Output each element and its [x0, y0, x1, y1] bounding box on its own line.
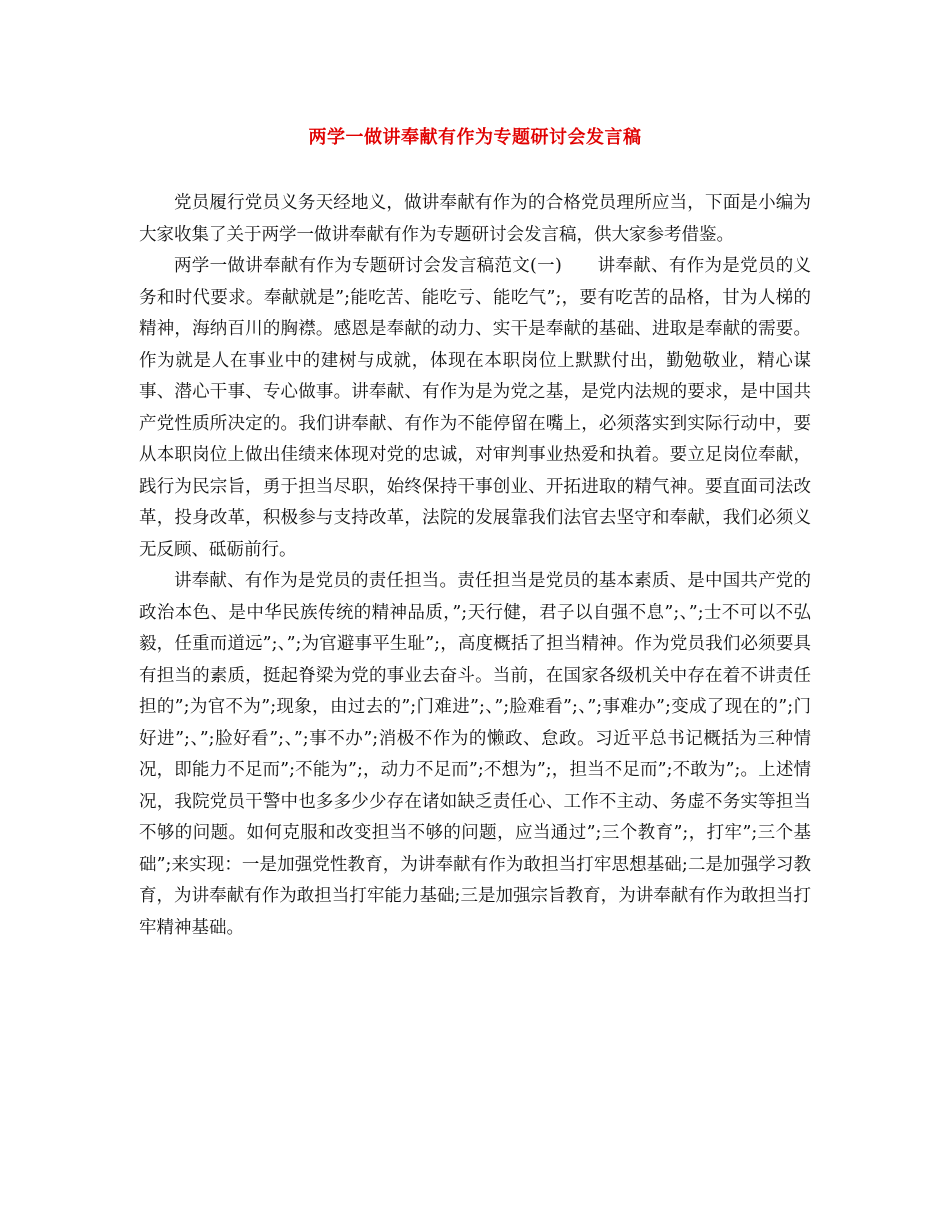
document-body — [139, 188, 811, 944]
document-title: 两学一做讲奉献有作为专题研讨会发言稿 — [308, 127, 642, 148]
paragraph-dedication: 两学一做讲奉献有作为专题研讨会发言稿范文(一) 讲奉献、有作为是党员的义务和时代要求。奉献就是”;能吃苦、能吃亏、能吃气”;，要有吃苦的品格，甘为人梯的精神，海纳百川的胸襟。感恩是奉献的动力、实干是奉献的基础、进取是奉献的需要。作为就是人在事业中的建树与成就，体现在本职岗位上默默付出，勤勉敬业，精心谋事、潜心干事、专心做事。讲奉献、有作为是为党之基，是党内法规的要求，是中国共产党性质所决定的。我们讲奉献、有作为不能停留在嘴上，必须落实到实际行动中，要从本职岗位上做出佳绩来体现对党的忠诚，对审判事业热爱和执着。要立足岗位奉献，践行为民宗旨，勇于担当尽职，始终保持干事创业、开拓进取的精气神。要直面司法改革，投身改革，积极参与支持改革，法院的发展靠我们法官去坚守和奉献，我们必须义无反顾、砥砺前行。 — [139, 256, 811, 560]
paragraph-intro: 党员履行党员义务天经地义，做讲奉献有作为的合格党员理所应当，下面是小编为大家收集了关于两学一做讲奉献有作为专题研讨会发言稿，供大家参考借鉴。 — [139, 193, 811, 245]
paragraph-responsibility: 讲奉献、有作为是党员的责任担当。责任担当是党员的基本素质、是中国共产党的政治本色、是中华民族传统的精神品质，”;天行健，君子以自强不息”;、”;士不可以不弘毅，任重而道远”;、”;为官避事平生耻”;，高度概括了担当精神。作为党员我们必须要具有担当的素质，挺起脊梁为党的事业去奋斗。当前，在国家各级机关中存在着不讲责任担的”;为官不为”;现象，由过去的”;门难进”;、”;脸难看”;、”;事难办”;变成了现在的”;门好进”;、”;脸好看”;、”;事不办”;消极不作为的懒政、怠政。习近平总书记概括为三种情况，即能力不足而”;不能为”;，动力不足而”;不想为”;，担当不足而”;不敢为”;。上述情况，我院党员干警中也多多少少存在诸如缺乏责任心、工作不主动、务虚不务实等担当不够的问题。如何克服和改变担当不够的问题，应当通过”;三个教育”;，打牢”;三个基础”;来实现：一是加强党性教育，为讲奉献有作为敢担当打牢思想基础;二是加强学习教育，为讲奉献有作为敢担当打牢能力基础;三是加强宗旨教育，为讲奉献有作为敢担当打牢精神基础。 — [139, 571, 811, 938]
